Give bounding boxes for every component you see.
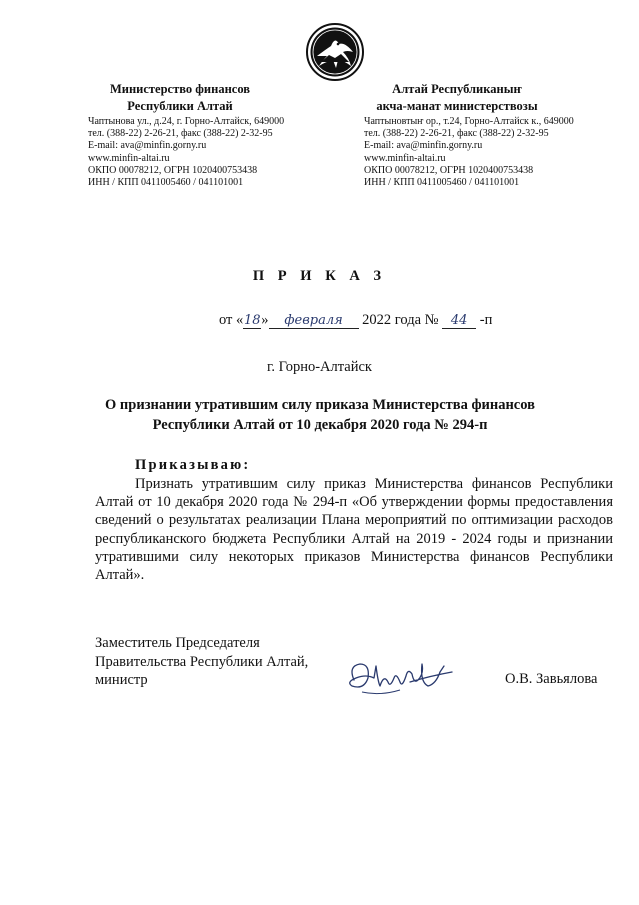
ministry-contacts-altai <box>364 116 574 189</box>
city: г. Горно-Алтайск <box>267 359 372 375</box>
handwritten-signature <box>340 652 460 702</box>
position-line: Заместитель Председателя <box>95 635 260 651</box>
phone-line: тел. (388-22) 2-26-21, факс (388-22) 2-32-95 <box>88 128 273 140</box>
phone-line: тел. (388-22) 2-26-21, факс (388-22) 2-32-95 <box>364 128 549 140</box>
inn-line: ИНН / КПП 0411005460 / 041101001 <box>88 177 244 189</box>
number-suffix: -п <box>476 312 493 328</box>
signatory-position <box>95 634 308 690</box>
ministry-name-line: Республики Алтай <box>127 99 233 113</box>
subject-line: О признании утратившим силу приказа Министерства финансов <box>105 397 535 413</box>
ministry-name-altai <box>352 81 562 115</box>
date-prefix: от « <box>219 312 244 328</box>
signatory-name: О.В. Завьялова <box>505 671 598 687</box>
ministry-name-line: акча-манат министерствозы <box>376 99 538 113</box>
okpo-line: ОКПО 00078212, ОГРН 1020400753438 <box>364 164 534 176</box>
website-line: www.minfin-altai.ru <box>364 152 446 164</box>
date-number-line <box>219 312 492 329</box>
handwritten-month: февраля <box>269 313 359 329</box>
ministry-name-line: Алтай Республиканыҥ <box>392 82 522 96</box>
order-subject <box>100 395 540 435</box>
ministry-name-line: Министерство финансов <box>109 82 251 96</box>
position-line: министр <box>95 672 148 689</box>
order-word: Приказываю: <box>135 457 251 473</box>
okpo-line: ОКПО 00078212, ОГРН 1020400753438 <box>88 164 258 176</box>
handwritten-day: 18 <box>244 313 261 328</box>
email-line: E-mail: ava@minfin.gorny.ru <box>88 140 207 152</box>
order-body: Признать утратившим силу приказ Министерства финансов Республики Алтай от 10 декабря 2020 года № 294-п «Об утверждении формы предоставления сведений о результатах реализации Плана мероприятий по оптимизации расходов республиканского бюджета Республики Алтай на 2019 - 2024 годы и признании утратившими силу некоторых приказов Министерства финансов Республики Алтай». <box>95 476 613 584</box>
coat-of-arms-emblem <box>305 22 365 82</box>
address-line: Чаптыновтыҥ ор., т.24, Горно-Алтайск к., 649000 <box>364 116 574 127</box>
handwritten-order-number: 44 <box>442 313 476 329</box>
year-text: 2022 года № <box>358 312 443 328</box>
ministry-contacts-russian <box>88 116 284 189</box>
position-line: Правительства Республики Алтай, <box>95 653 309 670</box>
date-mid: » <box>261 312 269 328</box>
document-title: П Р И К А З <box>252 268 387 284</box>
website-line: www.minfin-altai.ru <box>88 152 170 164</box>
ministry-name-russian <box>76 81 284 115</box>
email-line: E-mail: ava@minfin.gorny.ru <box>364 140 483 152</box>
inn-line: ИНН / КПП 0411005460 / 041101001 <box>364 177 520 189</box>
subject-line: Республики Алтай от 10 декабря 2020 года № 294-п <box>152 417 488 433</box>
address-line: Чаптынова ул., д.24, г. Горно-Алтайск, 649000 <box>88 116 285 127</box>
